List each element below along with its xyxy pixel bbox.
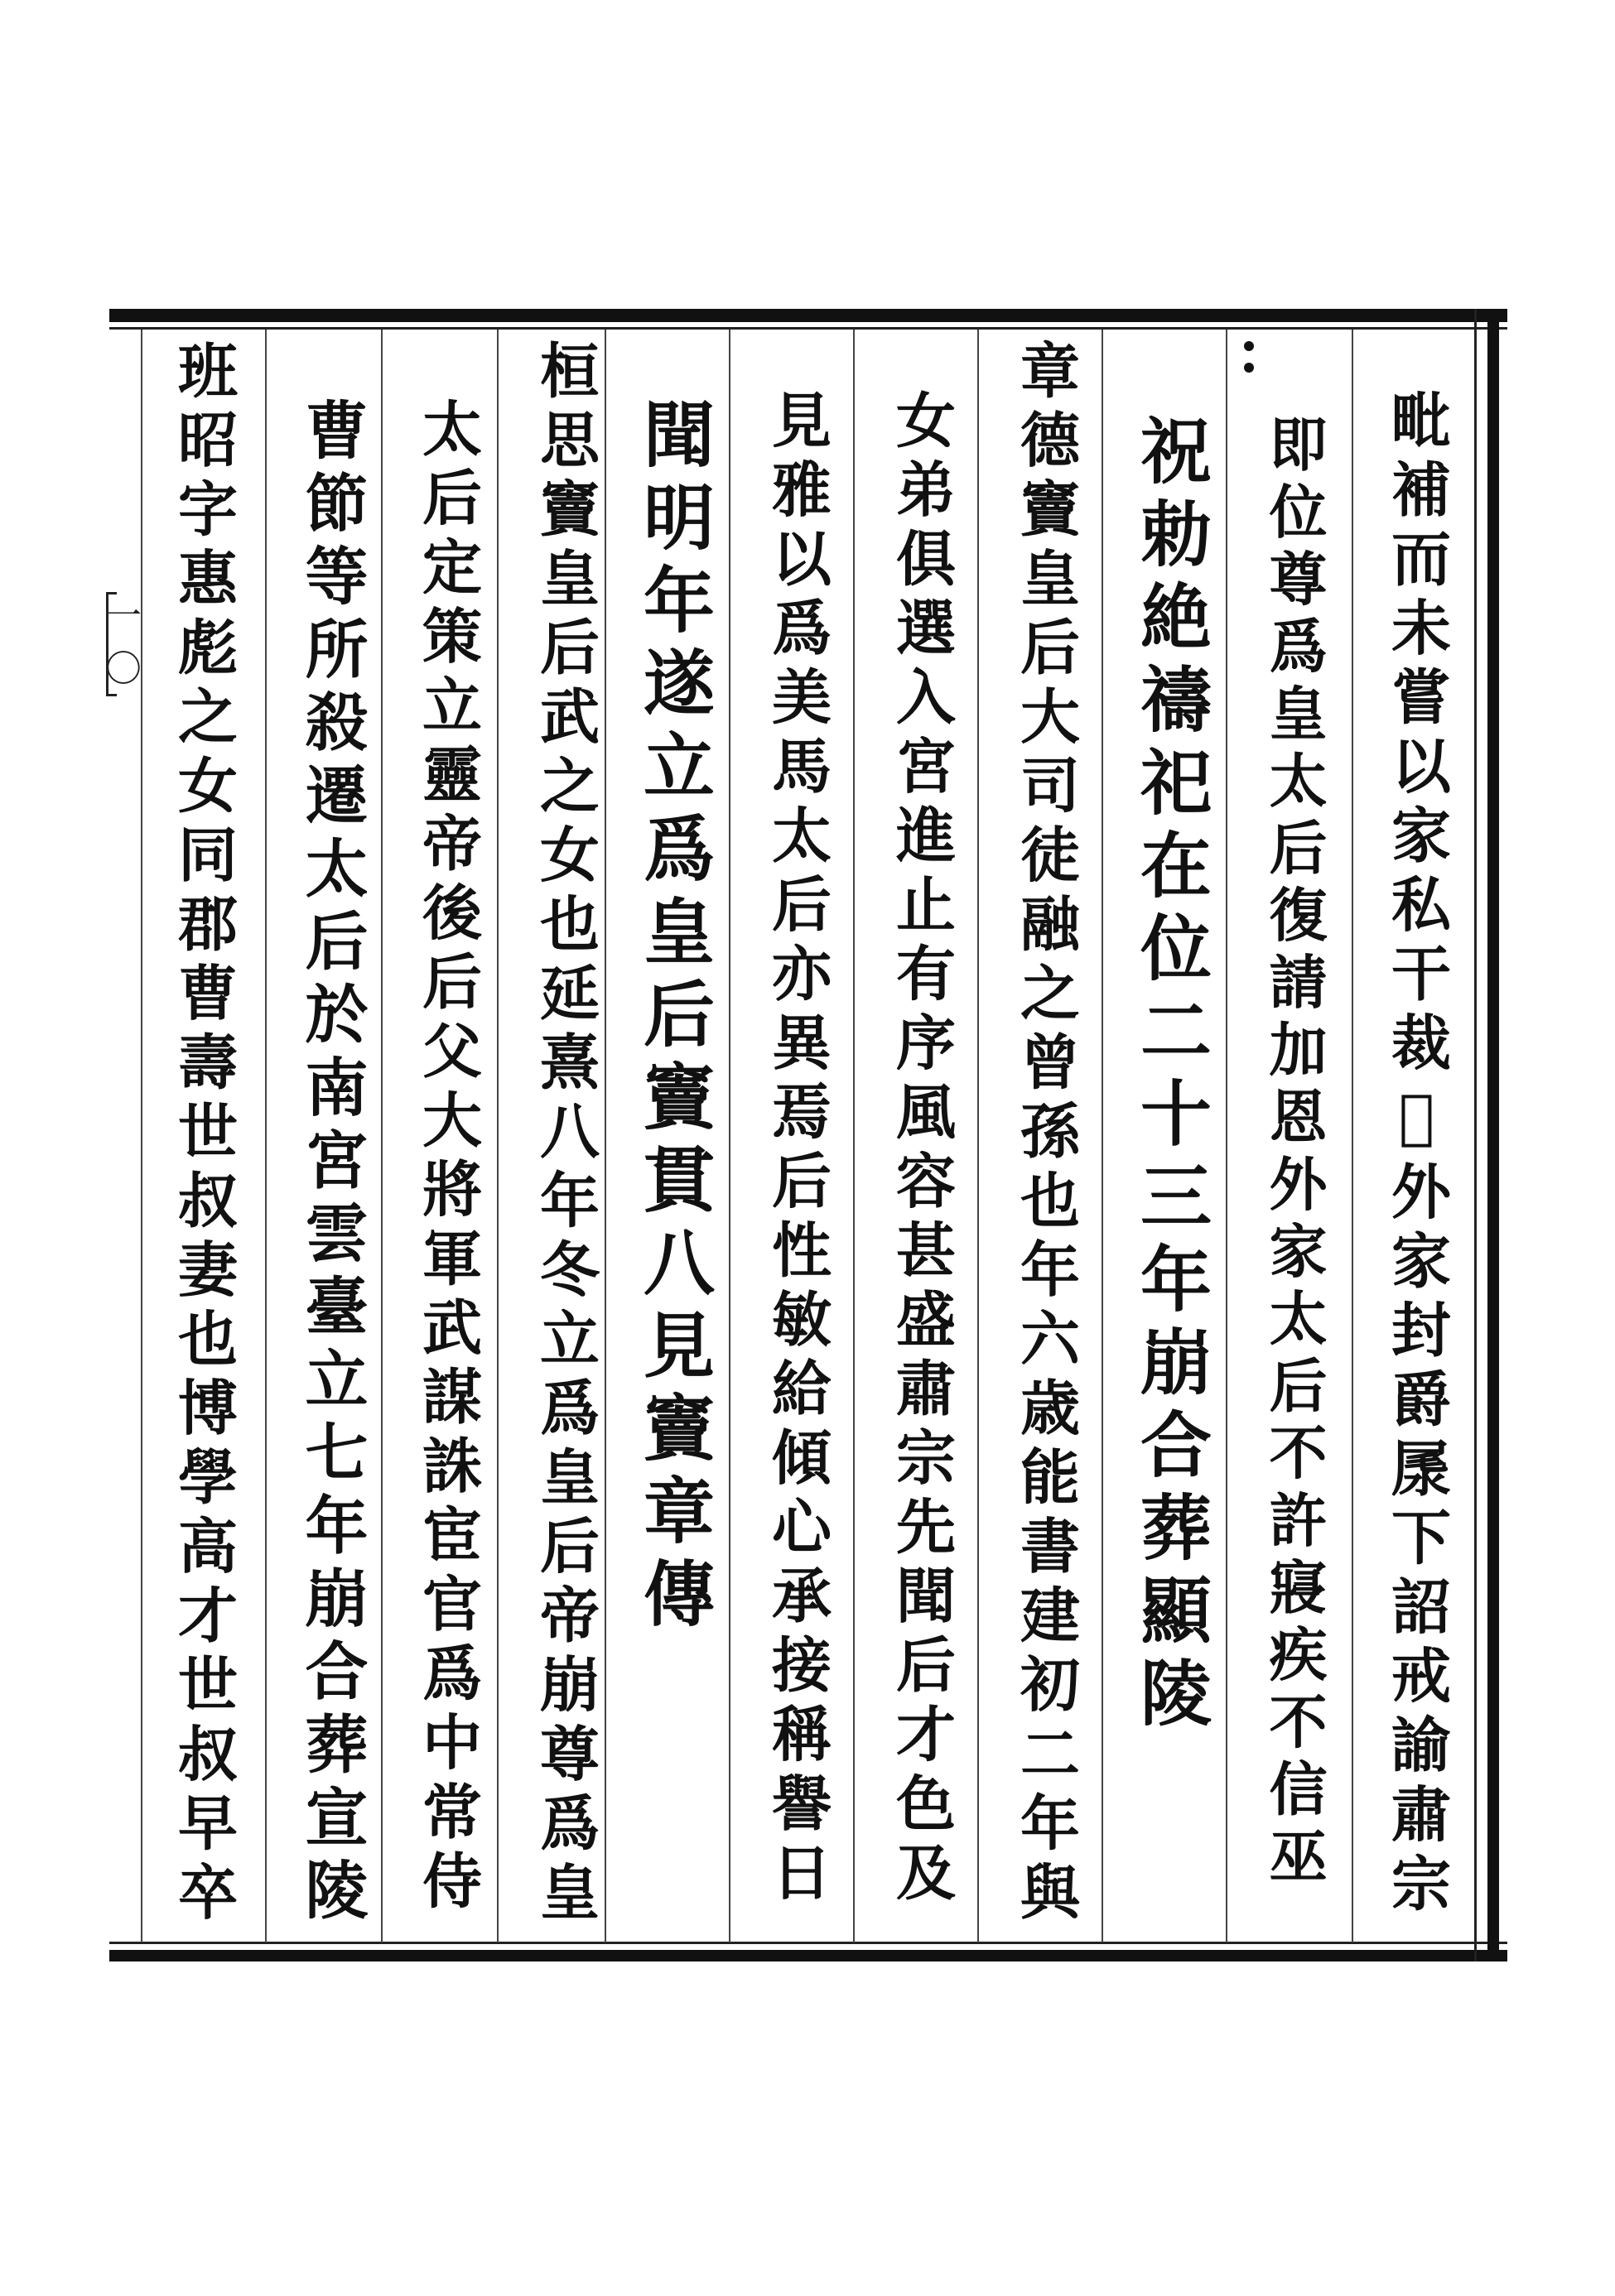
- text-column-10: 曹節等所殺遷太后於南宮雲臺立七年崩合葬宣陵: [295, 397, 369, 1931]
- column-rule: [141, 330, 142, 1942]
- ink-dot: [1244, 341, 1254, 351]
- column-rule: [1352, 330, 1353, 1942]
- frame-top-border: [109, 309, 1507, 322]
- text-column-5: 女弟俱選入宮進止有序風容甚盛肅宗先聞后才色及: [886, 389, 957, 1911]
- text-column-8: 桓思竇皇后武之女也延熹八年冬立爲皇后帝崩尊爲皇: [530, 339, 600, 1930]
- frame-right-inner-line: [1474, 309, 1477, 1961]
- text-column-2: 即位尊爲皇太后復請加恩外家太后不許寢疾不信巫: [1260, 414, 1328, 1894]
- frame-bottom-inner-line: [109, 1942, 1507, 1944]
- page-number-mark: 一〇: [99, 596, 141, 702]
- text-column-11: 班昭字惠彪之女同郡曹壽世叔妻也博學高才世叔早卒: [168, 339, 239, 1930]
- text-column-4: 章德竇皇后大司徒融之曾孫也年六歳能書建初二年與: [1010, 339, 1081, 1930]
- text-column-9: 太后定策立靈帝後后父大將軍武謀誅宦官爲中常侍: [412, 397, 483, 1919]
- frame-bottom-border: [109, 1950, 1507, 1961]
- frame-right-border: [1487, 309, 1499, 1961]
- frame-top-inner-line: [109, 327, 1507, 330]
- text-column-7: 聞明年遂立爲皇后竇貫八見竇章傳: [631, 397, 715, 1639]
- ink-dot: [1244, 363, 1254, 373]
- column-rule: [265, 330, 267, 1942]
- text-column-3: 祝勅絶禱祀在位二十三年崩合葬顯陵: [1128, 414, 1212, 1739]
- text-column-1: 毗補而未嘗以家私干裁𢦤外家封爵㞙下詔戒諭肅宗: [1381, 389, 1452, 1922]
- text-column-6: 見雅以爲美馬太后亦異焉后性敏給傾心承接稱譽日: [762, 389, 832, 1911]
